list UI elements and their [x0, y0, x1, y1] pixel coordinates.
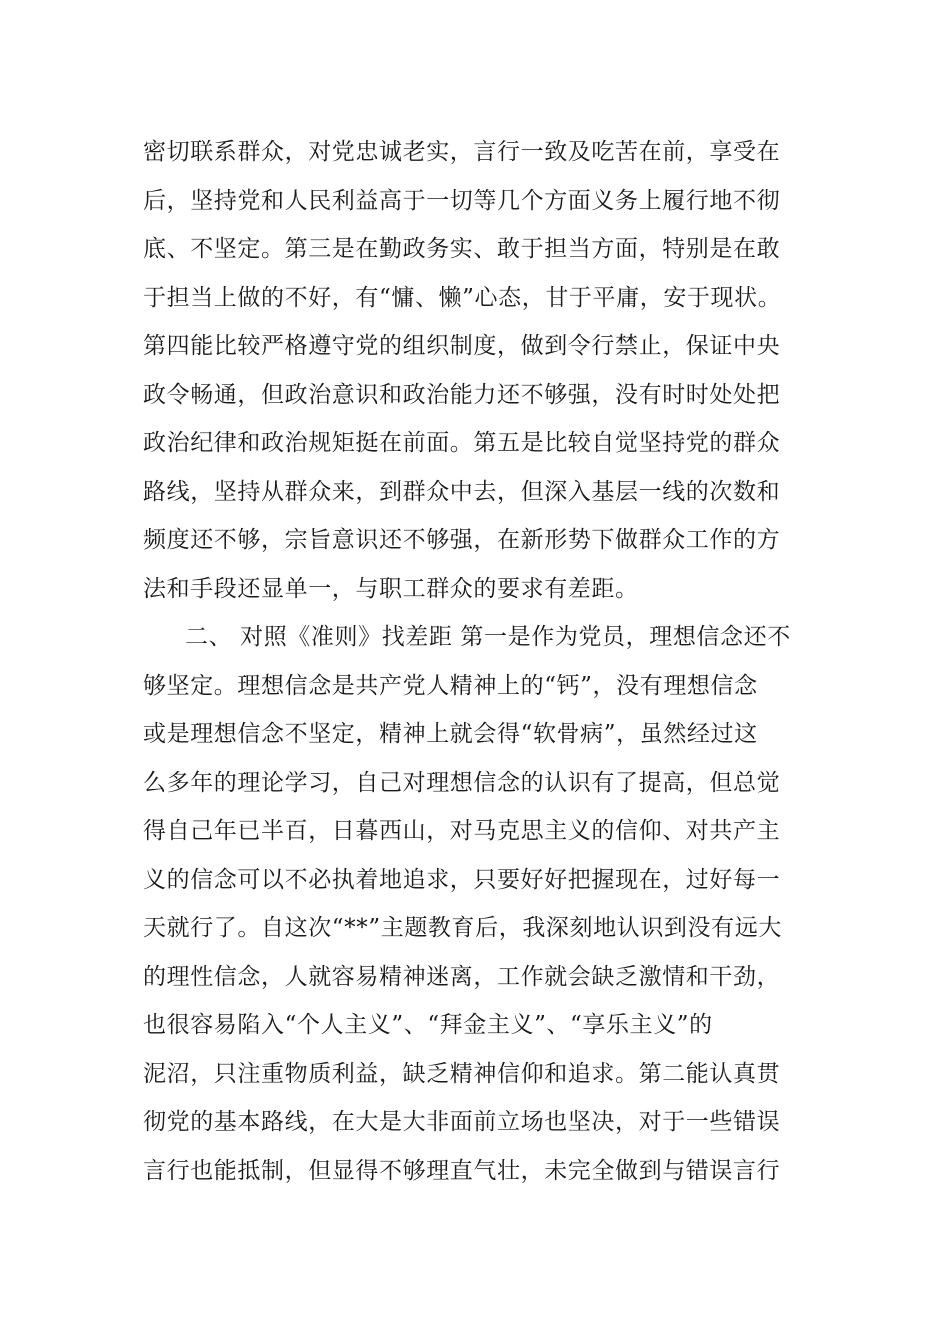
body-text	[143, 128, 813, 1195]
text-line: 彻党的基本路线，在大是大非面前立场也坚决，对于一些错误	[143, 1109, 781, 1135]
text-line: 底、不坚定。第三是在勤政务实、敢于担当方面，特别是在敢	[143, 236, 781, 262]
text-line: 或是理想信念不坚定，精神上就会得“软骨病”，虽然经过这	[143, 721, 758, 747]
text-line: 泥沼，只注重物质利益，缺乏精神信仰和追求。第二能认真贯	[143, 1060, 781, 1087]
text-line: 义的信念可以不必执着地追求，只要好好把握现在，过好每一	[143, 866, 781, 893]
text-line: 政令畅通，但政治意识和政治能力还不够强，没有时时处处把	[143, 381, 781, 408]
text-line: 密切联系群众，对党忠诚老实，言行一致及吃苦在前，享受在	[143, 139, 781, 165]
section-heading-line: 二、 对照《准则》找差距 第一是作为党员，理想信念还不	[185, 624, 791, 650]
text-line: 的理性信念，人就容易精神迷离，工作就会缺乏激情和干劲，	[143, 963, 781, 990]
text-line: 言行也能抵制，但显得不够理直气壮，未完全做到与错误言行	[143, 1157, 781, 1184]
text-line: 后，坚持党和人民利益高于一切等几个方面义务上履行地不彻	[143, 187, 781, 214]
text-line: 于担当上做的不好，有“慵、懒”心态，甘于平庸，安于现状。	[143, 284, 782, 311]
text-line: 政治纪律和政治规矩挺在前面。第五是比较自觉坚持党的群众	[143, 430, 781, 456]
text-line: 够坚定。理想信念是共产党人精神上的“钙”，没有理想信念	[143, 672, 758, 699]
text-line: 频度还不够，宗旨意识还不够强，在新形势下做群众工作的方	[143, 527, 781, 553]
text-line: 天就行了。自这次“**”主题教育后，我深刻地认识到没有远大	[143, 915, 782, 941]
text-line: 也很容易陷入“个人主义”、“拜金主义”、“享乐主义”的	[143, 1012, 713, 1038]
text-line: 法和手段还显单一，与职工群众的要求有差距。	[143, 575, 639, 602]
text-line: 得自己年已半百，日暮西山，对马克思主义的信仰、对共产主	[143, 818, 781, 844]
text-line: 第四能比较严格遵守党的组织制度，做到令行禁止，保证中央	[143, 333, 781, 359]
text-line: 路线，坚持从群众来，到群众中去，但深入基层一线的次数和	[143, 478, 781, 505]
text-line: 么多年的理论学习，自己对理想信念的认识有了提高，但总觉	[143, 769, 781, 796]
